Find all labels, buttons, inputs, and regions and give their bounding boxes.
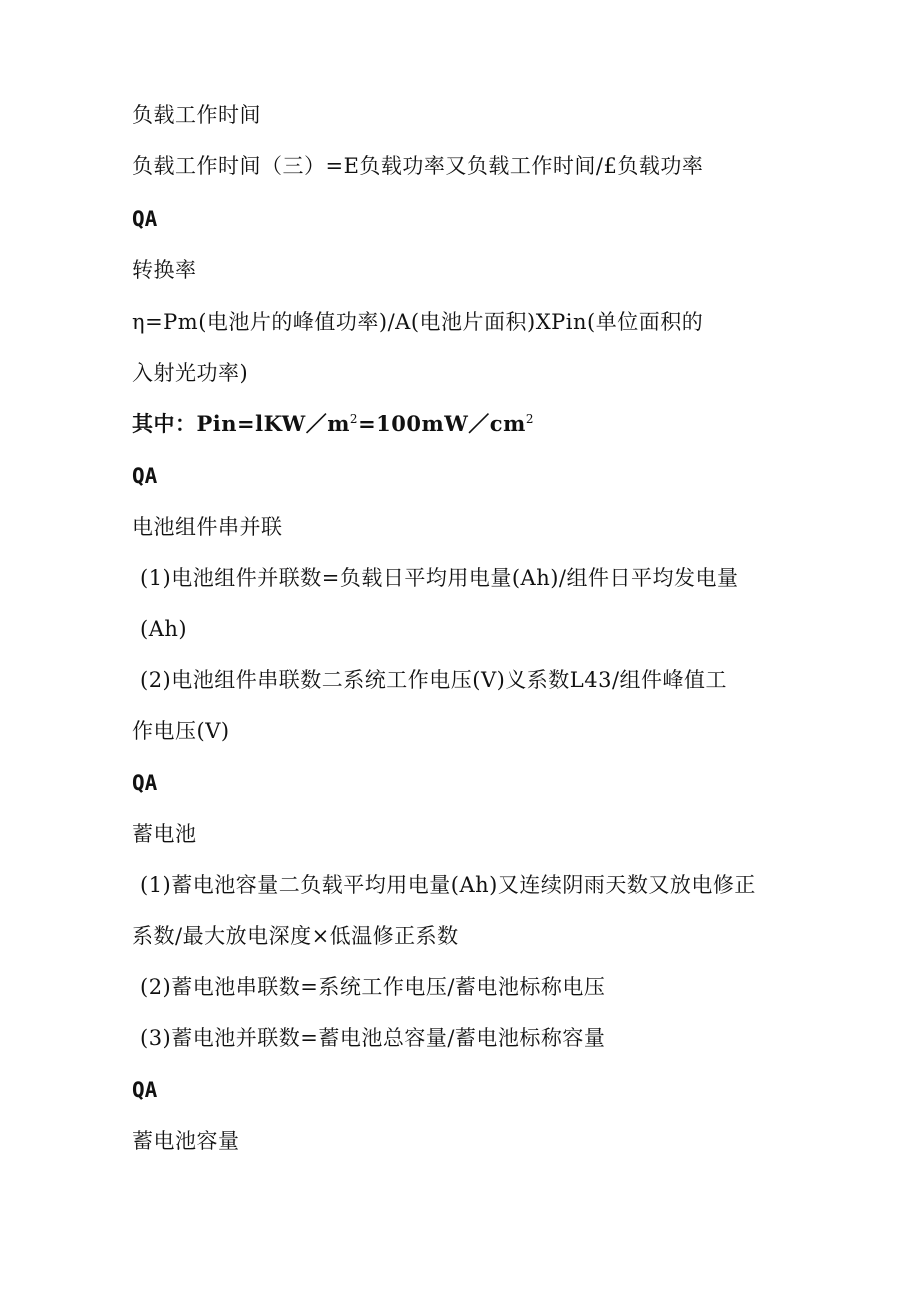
- module-series-parallel-heading: 电池组件串并联: [132, 515, 283, 539]
- module-parallel-formula-cont: (Ah): [140, 617, 188, 641]
- qa-marker-1: QA: [132, 207, 158, 231]
- battery-heading: 蓄电池: [132, 822, 197, 846]
- pin-definition: [132, 410, 534, 438]
- pin-definition-part-1: 其中：Pin=lKW／m: [132, 411, 350, 436]
- qa-marker-3: QA: [132, 771, 158, 795]
- pin-definition-part-2: =100mW／cm: [358, 411, 526, 436]
- module-series-formula: (2)电池组件串联数二系统工作电压(V)义系数L43/组件峰值工: [140, 668, 728, 692]
- module-parallel-formula: (1)电池组件并联数=负载日平均用电量(Ah)/组件日平均发电量: [140, 566, 739, 590]
- qa-marker-4: QA: [132, 1078, 158, 1102]
- qa-marker-2: QA: [132, 464, 158, 488]
- battery-series-formula: (2)蓄电池串联数=系统工作电压/蓄电池标称电压: [140, 975, 606, 999]
- load-time-heading: 负载工作时间: [132, 103, 261, 127]
- superscript-2b: 2: [525, 412, 534, 426]
- battery-capacity-heading: 蓄电池容量: [132, 1129, 240, 1153]
- conversion-rate-heading: 转换率: [132, 258, 197, 282]
- conversion-rate-formula-cont: 入射光功率): [132, 361, 249, 385]
- battery-capacity-formula: (1)蓄电池容量二负载平均用电量(Ah)又连续阴雨天数又放电修正: [140, 873, 756, 897]
- conversion-rate-formula: η=Pm(电池片的峰值功率)/A(电池片面积)XPin(单位面积的: [132, 310, 704, 334]
- battery-capacity-formula-cont: 系数/最大放电深度×低温修正系数: [132, 924, 459, 948]
- load-time-formula: 负载工作时间（三）=E负载功率又负载工作时间/£负载功率: [132, 154, 704, 178]
- superscript-2a: 2: [349, 412, 359, 426]
- battery-parallel-formula: (3)蓄电池并联数=蓄电池总容量/蓄电池标称容量: [140, 1026, 606, 1050]
- module-series-formula-cont: 作电压(V): [132, 719, 230, 743]
